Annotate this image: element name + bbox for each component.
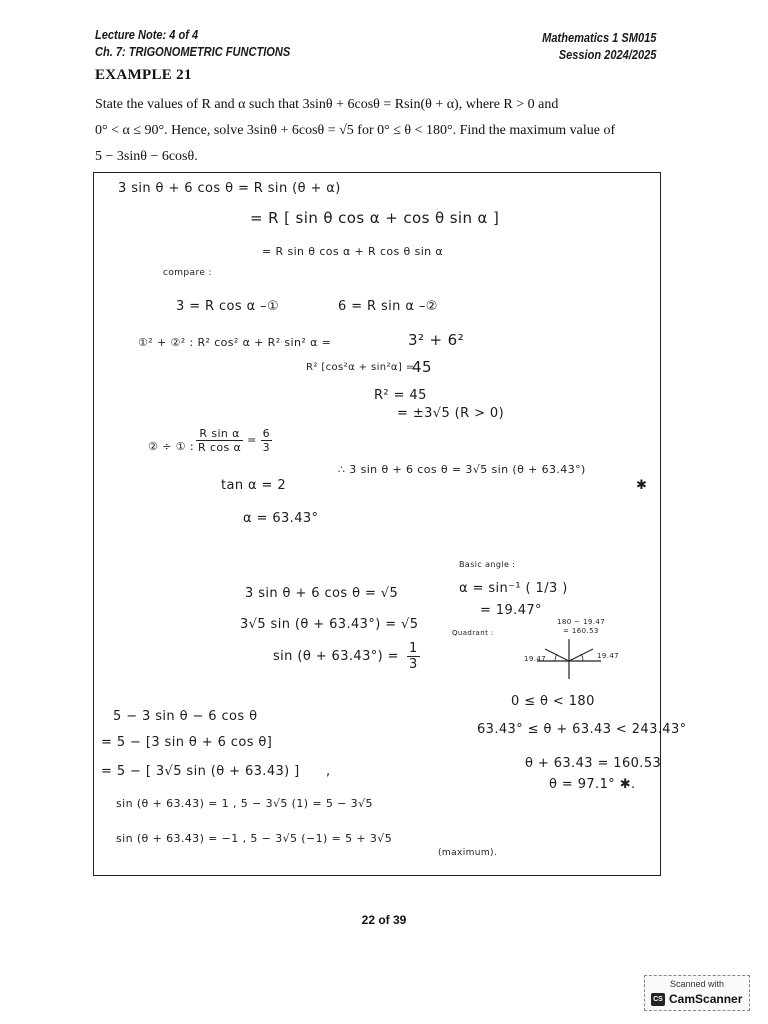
hw-quadrant-right-angle: 19.47	[597, 652, 620, 660]
hw-theta-1: θ + 63.43 = 160.53	[525, 756, 662, 771]
hw-fraction-ratio	[196, 427, 272, 454]
hw-solve-1: 3 sin θ + 6 cos θ = √5	[245, 586, 399, 601]
hw-compare: compare :	[163, 268, 212, 278]
hw-solve-frac-num: 1	[409, 641, 418, 656]
page-number: 22 of 39	[361, 913, 407, 927]
hw-r-squared: R² = 45	[374, 388, 427, 403]
hw-maximum-label: (maximum).	[438, 848, 498, 858]
hw-range-1: 0 ≤ θ < 180	[511, 694, 595, 709]
problem-line-3: 5 − 3sinθ − 6cosθ.	[95, 149, 198, 164]
example-title: EXAMPLE 21	[95, 67, 192, 83]
hw-quadrant-label: Quadrant :	[452, 629, 494, 637]
hw-frac-equals: =	[247, 433, 257, 447]
hw-basic-angle-2: = 19.47°	[480, 603, 542, 618]
hw-line-expand-2: = R sin θ cos α + R cos θ sin α	[262, 245, 444, 258]
hw-factor: R² [cos²α + sin²α] =	[306, 362, 415, 373]
hw-factor-rhs: 45	[412, 358, 432, 376]
hw-square-sum: ①² + ②² : R² cos² α + R² sin² α =	[138, 336, 332, 349]
camscanner-badge	[644, 975, 750, 1011]
hw-r-value: = ±3√5 (R > 0)	[397, 406, 505, 421]
hw-solve-2: 3√5 sin (θ + 63.43°) = √5	[240, 617, 419, 632]
problem-line-1: State the values of R and α such that 3sinθ + 6cosθ = Rsin(θ + α), where R > 0 and	[95, 97, 559, 112]
hw-max-4: sin (θ + 63.43) = 1 , 5 − 3√5 (1) = 5 − 3√5	[116, 797, 373, 810]
scanned-with-label: Scanned with	[669, 979, 725, 989]
chapter-title: Ch. 7: TRIGONOMETRIC FUNCTIONS	[95, 44, 291, 59]
hw-frac-num: R sin α	[196, 427, 243, 441]
header-left	[95, 26, 290, 60]
camscanner-logo-icon: CS	[651, 993, 665, 1006]
hw-frac2-num: 6	[262, 427, 271, 440]
hw-max-1: 5 − 3 sin θ − 6 cos θ	[113, 709, 258, 724]
hw-solve-frac-den: 3	[409, 657, 418, 672]
hw-max-3: = 5 − [ 3√5 sin (θ + 63.43) ]	[101, 764, 300, 779]
hw-max-5: sin (θ + 63.43) = −1 , 5 − 3√5 (−1) = 5 + 3√5	[116, 832, 393, 845]
hw-frac2-den: 3	[262, 441, 271, 454]
hw-alpha: α = 63.43°	[243, 511, 319, 526]
hw-solve-frac	[407, 641, 420, 672]
hw-divide-label: ② ÷ ① :	[148, 440, 194, 453]
quadrant-diagram	[535, 635, 605, 680]
hw-quadrant-left-angle: 19.47	[524, 655, 547, 663]
hw-range-2: 63.43° ≤ θ + 63.43 < 243.43°	[477, 722, 687, 737]
hw-result: ∴ 3 sin θ + 6 cos θ = 3√5 sin (θ + 63.43°)	[338, 463, 586, 476]
hw-comma: ,	[326, 764, 331, 779]
hw-line-identity: 3 sin θ + 6 cos θ = R sin (θ + α)	[118, 181, 341, 196]
problem-statement	[95, 92, 661, 170]
header-right	[542, 29, 656, 63]
hw-theta-2: θ = 97.1° ✱.	[549, 777, 636, 792]
hw-line-expand: = R [ sin θ cos α + cos θ sin α ]	[250, 209, 500, 227]
hw-quadrant-calc-1: 180 − 19.47	[557, 618, 606, 626]
hw-basic-angle-1: α = sin⁻¹ ( 1/3 )	[459, 581, 568, 596]
hw-basic-angle-title: Basic angle :	[459, 560, 516, 569]
problem-line-2: 0° < α ≤ 90°. Hence, solve 3sinθ + 6cosθ = √5 for 0° ≤ θ < 180°. Find the maximum value of	[95, 123, 616, 138]
course-code: Mathematics 1 SM015	[541, 30, 656, 45]
hw-solve-3: sin (θ + 63.43°) =	[273, 649, 399, 664]
hw-tan: tan α = 2	[221, 478, 287, 493]
hw-eq2: 6 = R sin α –②	[338, 299, 438, 314]
hw-eq1: 3 = R cos α –①	[176, 299, 280, 314]
lecture-note-label: Lecture Note: 4 of 4	[95, 27, 199, 42]
hw-max-2: = 5 − [3 sin θ + 6 cos θ]	[101, 735, 273, 750]
camscanner-brand: CamScanner	[669, 992, 743, 1006]
hw-result-mark: ✱	[636, 478, 648, 493]
session-label: Session 2024/2025	[558, 47, 656, 62]
hw-quadrant-calc-2: = 160.53	[563, 627, 599, 635]
hw-frac-den: R cos α	[198, 441, 242, 454]
hw-square-sum-rhs: 3² + 6²	[408, 331, 465, 349]
